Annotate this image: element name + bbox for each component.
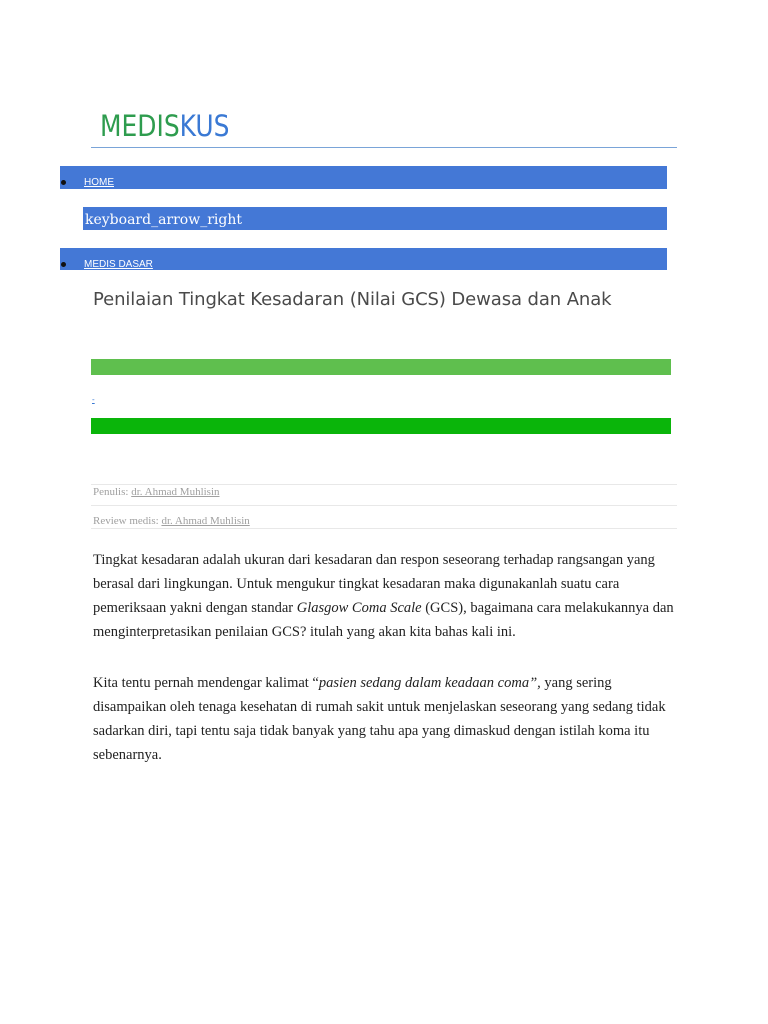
paragraph-1-text-b: (GCS), bagaimana cara melakukannya dan menginterpretasikan penilaian GCS? itulah yang akan kita bahas kali ini. [93,600,674,640]
paragraph-1-text-a: Tingkat kesadaran adalah ukuran dari kesadaran dan respon seseorang terhadap rangsangan yang berasal dari lingkungan. Untuk mengukur tingkat kesadaran maka digunakanlah suatu cara pemeriksaan yakni dengan standar [93,552,655,616]
article-paragraph-1 [93,548,678,644]
meta-divider-bottom [91,528,677,529]
keyboard-arrow-right-icon: keyboard_arrow_right [85,212,242,228]
site-logo[interactable] [100,108,229,144]
banner-link[interactable]: - [92,395,95,404]
paragraph-2-emphasis: pasien sedang dalam keadaan coma”, [318,675,541,691]
paragraph-2-text-a: Kita tentu pernah mendengar kalimat “ [93,675,319,691]
reviewer-meta [93,514,250,528]
meta-divider-middle [91,505,677,506]
nav-category-link[interactable]: MEDIS DASAR [84,259,153,270]
author-link[interactable]: dr. Ahmad Muhlisin [131,486,220,498]
logo-part-medis: MEDIS [100,109,180,143]
header-divider [91,147,677,148]
green-banner-bottom [91,418,671,434]
reviewer-label: Review medis: [93,515,159,527]
nav-home-bar [60,166,667,189]
article-paragraph-2 [93,671,678,767]
article-title: Penilaian Tingkat Kesadaran (Nilai GCS) Dewasa dan Anak [93,289,612,310]
reviewer-link[interactable]: dr. Ahmad Muhlisin [161,515,250,527]
nav-home-link[interactable]: HOME [84,177,114,188]
logo-part-kus: KUS [179,109,230,143]
author-meta [93,485,220,499]
nav-bullet [61,262,66,267]
paragraph-1-emphasis: Glasgow Coma Scale [296,600,422,616]
paragraph-2-text-b: yang sering disampaikan oleh tenaga kesehatan di rumah sakit untuk menjelaskan seseorang yang sedang tidak sadarkan diri, tapi tentu saja tidak banyak yang tahu apa yang dimaskud dengan istilah koma itu sebenarnya. [93,675,666,763]
author-label: Penulis: [93,486,129,498]
green-banner-top [91,359,671,375]
nav-bullet [61,180,66,185]
